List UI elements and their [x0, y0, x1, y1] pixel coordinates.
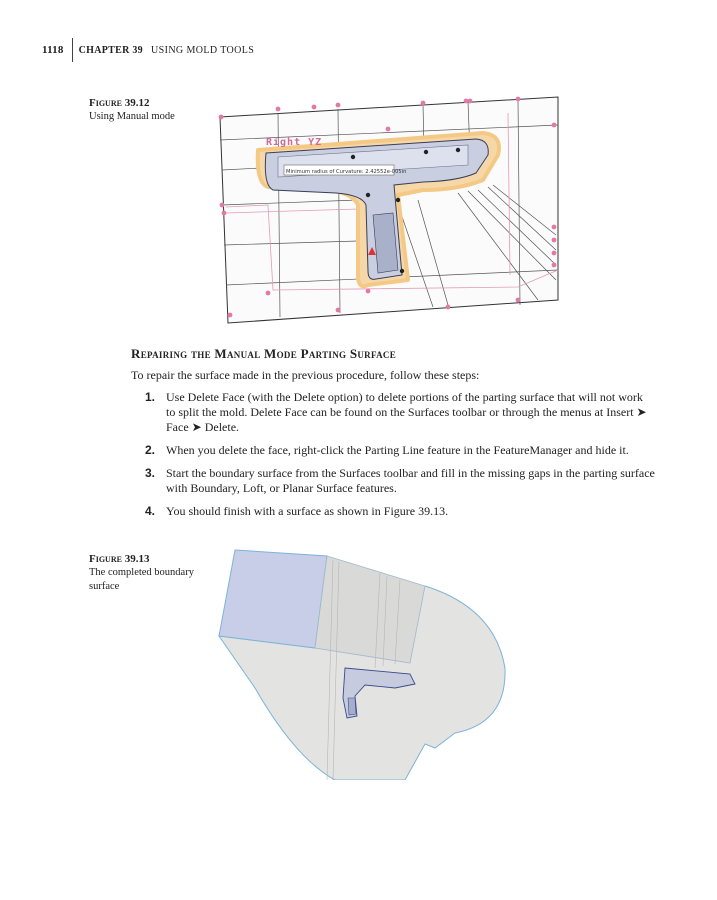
- figure-caption-39-12: [89, 96, 209, 124]
- list-item: [145, 390, 655, 435]
- figure-caption-text: Using Manual mode: [89, 111, 175, 122]
- list-item: [145, 504, 655, 519]
- figure-caption-text: The completed boundary surface: [89, 567, 194, 592]
- figure-label: Figure 39.12: [89, 97, 150, 109]
- list-item: [145, 466, 655, 496]
- chapter-title: USING MOLD TOOLS: [151, 44, 255, 56]
- figure-caption-39-13: [89, 552, 199, 594]
- figure-39-13-boundary-surface-image: [215, 548, 515, 780]
- section-heading: Repairing the Manual Mode Parting Surface: [131, 346, 397, 361]
- running-header: [42, 38, 254, 62]
- step-number: 2.: [145, 443, 156, 457]
- list-item: [145, 443, 655, 458]
- step-text: When you delete the face, right-click the Parting Line feature in the FeatureManager and hide it.: [166, 443, 629, 457]
- header-divider: [72, 38, 73, 62]
- step-number: 1.: [145, 390, 156, 404]
- step-number: 4.: [145, 504, 156, 518]
- step-text: You should finish with a surface as shown in Figure 39.13.: [166, 504, 449, 518]
- step-number: 3.: [145, 466, 156, 480]
- intro-paragraph: To repair the surface made in the previous procedure, follow these steps:: [131, 368, 480, 382]
- step-text: Start the boundary surface from the Surfaces toolbar and fill in the missing gaps in the parting surface with Boundary, Loft, or Planar Surface features.: [166, 466, 655, 495]
- chapter-label: CHAPTER 39: [78, 44, 143, 56]
- figure-39-12-manual-mode-image: [218, 95, 563, 327]
- figure-label: Figure 39.13: [89, 553, 150, 565]
- page-number: 1118: [42, 44, 64, 56]
- plane-label: Right YZ: [266, 137, 323, 148]
- steps-list: [145, 390, 655, 527]
- curvature-callout: Minimum radius of Curvature: 2.42552e-005in: [286, 169, 407, 175]
- step-text: Use Delete Face (with the Delete option) to delete portions of the parting surface that will not work to split the mold. Delete Face can be found on the Surfaces toolbar or through the menus at Insert ➤ Face ➤ Delete.: [166, 390, 647, 434]
